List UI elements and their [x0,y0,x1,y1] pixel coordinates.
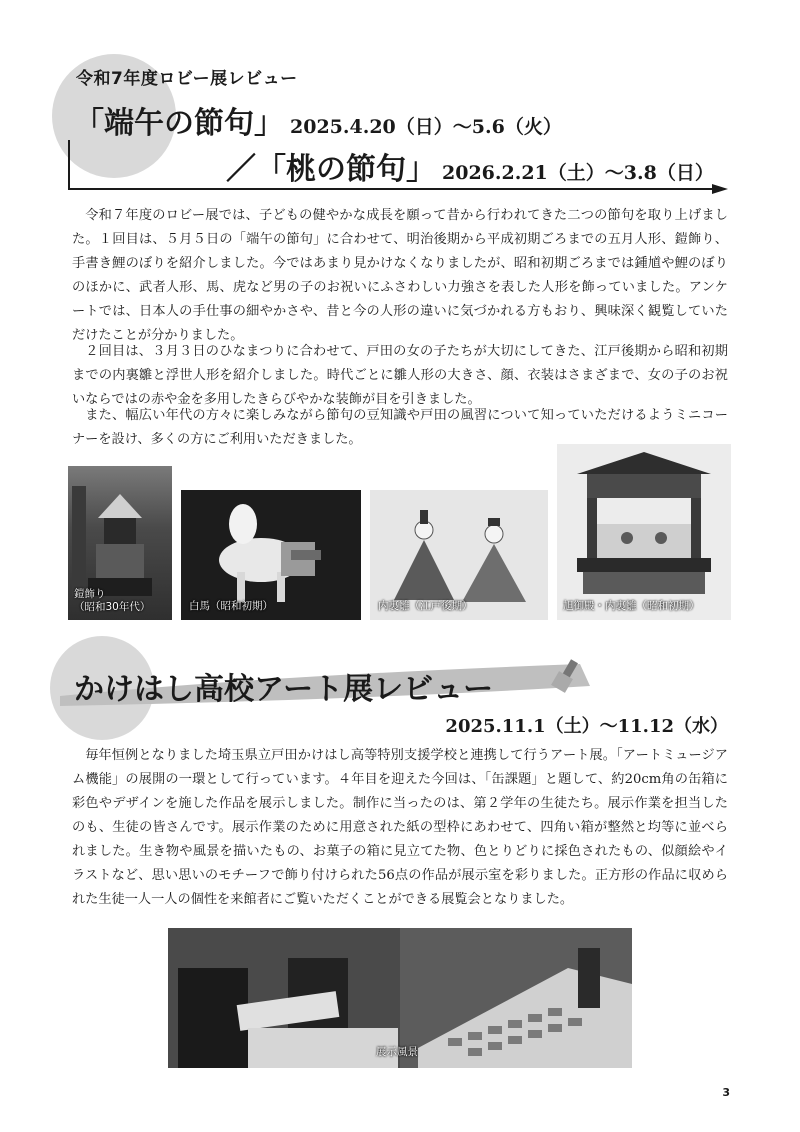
title-momo: ／「桃の節句」 [226,152,436,187]
photo-caption: 展示風景 [376,1046,418,1058]
palace-illustration [557,444,731,620]
photo-caption: 白馬（昭和初期） [189,600,273,612]
photo-dairi-bina [370,490,548,620]
photo-yoroi-armor [68,466,172,620]
photo-caption: 鎧飾り （昭和30年代） [74,588,151,613]
section-title-line1 [74,98,562,142]
title-tango: 「端午の節句」 [74,106,284,141]
section1-paragraph-1: 令和７年度のロビー展では、子どもの健やかな成長を願って昔から行われてきた二つの節句を取り上げました。１回目は、５月５日の「端午の節句」に合わせて、明治後期から平成初期ごろまでの五月人形、鎧飾り、手書き鯉のぼりを紹介しました。今ではあまり見かけなくなりましたが、昭和初期ごろまでは鍾馗や鯉のぼりのほかに、武者人形、馬、虎など男の子のお祝いにふさわしい力強さを表した人形を飾っていました。アンケートでは、日本人の手仕事の細やかさや、昔と今の人形の違いに気づかれる方もおり、興味深く観覧していただけたことが分かりました。 [72,208,728,343]
photo-goten-palace [557,444,731,620]
photo-caption: 内裏雛（江戸後期） [378,600,473,612]
photo-white-horse [181,490,361,620]
section-kicker: 令和7年度ロビー展レビュー [76,69,298,89]
section-title-line2 [226,144,714,188]
date-tango: 2025.4.20（日）～5.6（火） [290,116,562,138]
photo-caption: 旭御殿・内裏雛（昭和初期） [563,600,700,612]
section2-title: かけはし高校アート展レビュー [74,672,494,707]
section2-date: 2025.11.1（土）～11.12（水） [445,716,728,737]
section1-paragraph-2: ２回目は、３月３日のひなまつりに合わせて、戸田の女の子たちが大切にしてきた、江戸後期から昭和初期までの内裏雛と浮世人形を紹介しました。時代ごとに雛人形の大きさ、顔、衣装はさまざまで、女の子のお祝いならではの赤や金を多用したきらびやかな装飾が目を引きました。 [72,344,728,407]
title-rule-horizontal [68,188,716,190]
section2-paragraph: 毎年恒例となりました埼玉県立戸田かけはし高等特別支援学校と連携して行うアート展。「アートミュージアム機能」の展開の一環として行っています。４年目を迎えた今回は、「缶課題」と題して、約20cm角の缶箱に彩色やデザインを施した作品を展示しました。制作に当ったのは、第２学年の生徒たち。展示作業を担当したのも、生徒の皆さんです。展示作業のために用意された紙の型枠にあわせて、四角い箱が整然と均等に並べられました。生き物や風景を描いたもの、お菓子の箱に見立てた物、色とりどりに採色されたもの、似顔絵やイラストなど、思い思いのモチーフで飾り付けられた56点の作品が展示室を彩りました。正方形の作品に収められた生徒一人一人の個性を来館者にご覧いただくことができる展覧会となりました。 [72,748,728,907]
title-rule-arrow-icon [712,184,728,194]
title-rule-vertical [68,140,70,190]
page-number: 3 [722,1086,730,1099]
date-momo: 2026.2.21（土）～3.8（日） [442,162,714,184]
paint-brush-icon [548,654,588,698]
photo-exhibition-scene [168,928,632,1068]
section1-paragraph-3: また、幅広い年代の方々に楽しみながら節句の豆知識や戸田の風習について知っていただけるようミニコーナーを設け、多くの方にご利用いただきました。 [72,408,728,447]
